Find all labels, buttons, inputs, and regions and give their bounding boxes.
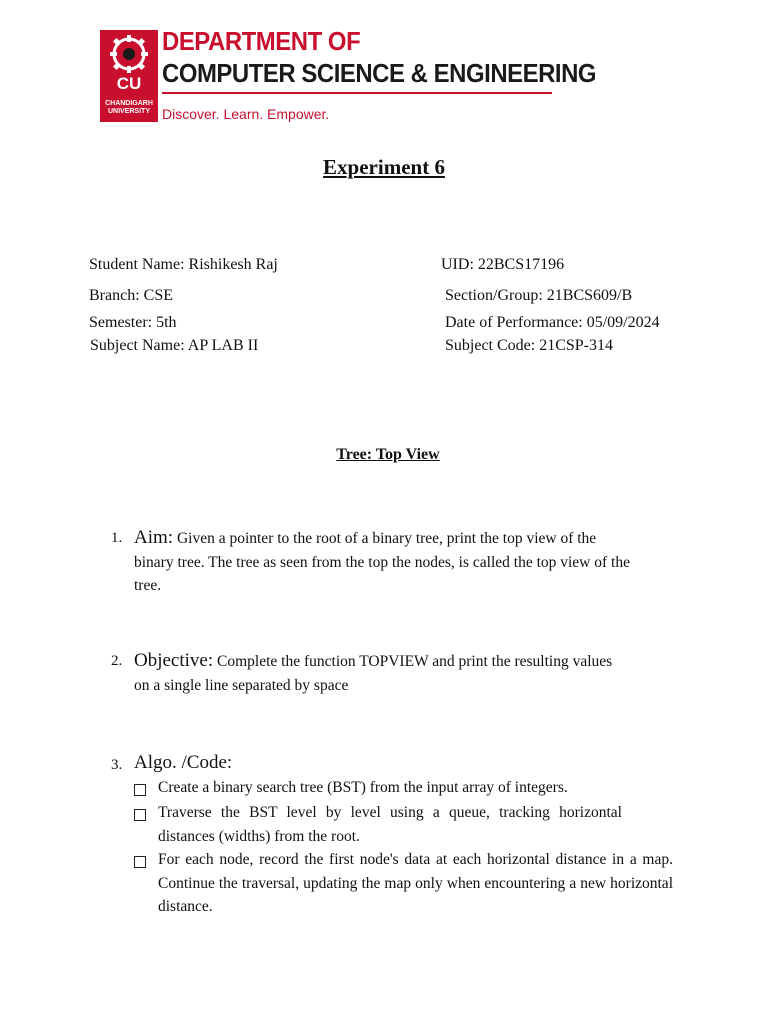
logo-initials: CU <box>116 74 142 93</box>
bullet-text: Traverse the BST level by level using a queue, tracking horizontal distances (widths) from the root. <box>158 804 622 845</box>
checkbox-bullet-icon <box>134 856 146 868</box>
student-name: Student Name: Rishikesh Raj <box>89 256 278 273</box>
department-banner <box>100 26 597 126</box>
algo-bullet-list <box>134 776 674 919</box>
university-logo <box>100 30 158 122</box>
section-group: Section/Group: 21BCS609/B <box>445 287 633 304</box>
semester: Semester: 5th <box>89 314 177 331</box>
department-title-line2: COMPUTER SCIENCE & ENGINEERING <box>162 58 597 88</box>
uid: UID: 22BCS17196 <box>441 256 565 273</box>
list-item <box>134 776 624 801</box>
page-title: Experiment 6 <box>323 155 445 179</box>
list-item <box>134 848 673 919</box>
algo-heading: Algo. /Code: <box>134 752 233 773</box>
objective-paragraph <box>134 649 694 697</box>
date-of-performance: Date of Performance: 05/09/2024 <box>445 314 660 331</box>
department-title-line1: DEPARTMENT OF <box>162 26 361 56</box>
logo-university-name: CHANDIGARH UNIVERSITY <box>105 100 153 115</box>
bullet-text: For each node, record the first node's data at each horizontal distance in a map. Continue the traversal, updating the map only when encountering a new horizontal distance. <box>158 851 673 915</box>
aim-paragraph <box>134 526 664 598</box>
item-number: 1. <box>111 530 123 546</box>
objective-heading: Objective: <box>134 650 214 671</box>
branch: Branch: CSE <box>89 287 173 304</box>
bullet-text: Create a binary search tree (BST) from the input array of integers. <box>158 779 568 796</box>
tagline: Discover. Learn. Empower. <box>162 106 330 122</box>
section-title: Tree: Top View <box>336 446 440 463</box>
objective-text-line1: Complete the function TOPVIEW and print the resulting values <box>217 653 613 670</box>
subject-name: Subject Name: AP LAB II <box>90 337 259 354</box>
banner-divider <box>162 92 552 94</box>
checkbox-bullet-icon <box>134 809 146 821</box>
subject-code: Subject Code: 21CSP-314 <box>445 337 614 354</box>
aim-heading: Aim: <box>134 527 174 548</box>
aim-text-rest: binary tree. The tree as seen from the top the nodes, is called the top view of the tree. <box>134 553 630 594</box>
list-item <box>134 801 622 848</box>
aim-text-line1: Given a pointer to the root of a binary tree, print the top view of the <box>176 530 597 547</box>
item-number: 3. <box>111 757 123 773</box>
objective-text-rest: on a single line separated by space <box>134 676 349 694</box>
checkbox-bullet-icon <box>134 784 146 796</box>
item-number: 2. <box>111 653 123 669</box>
